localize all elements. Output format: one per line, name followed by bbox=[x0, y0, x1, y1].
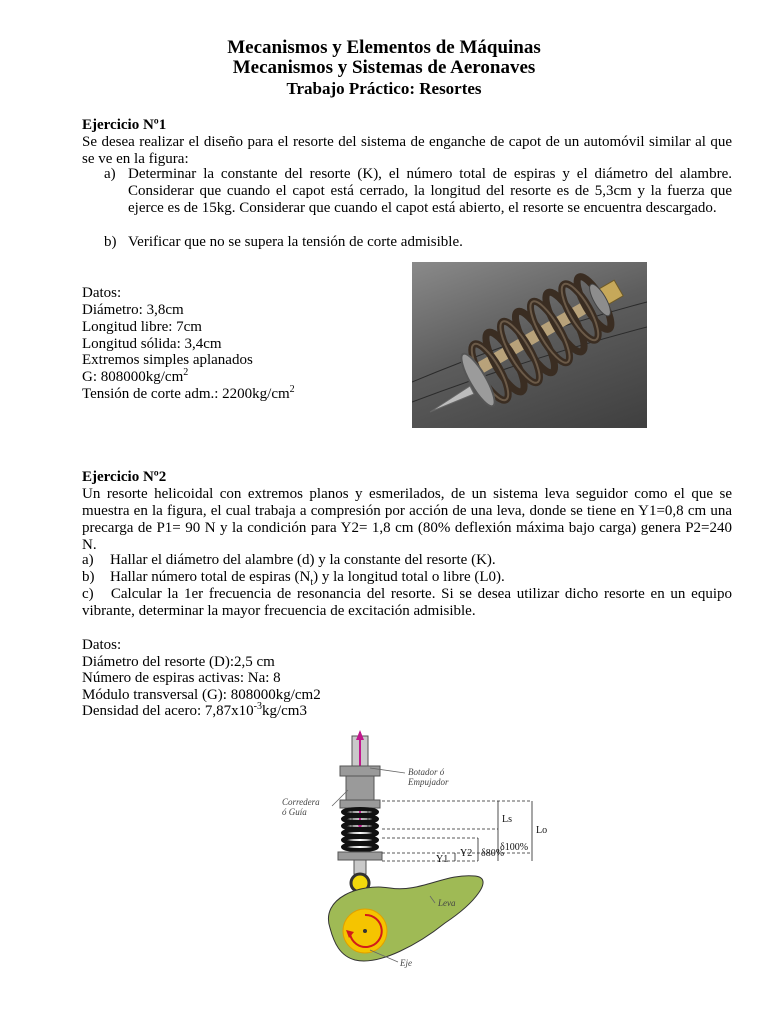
course-title: Mecanismos y Elementos de Máquinas bbox=[227, 37, 541, 58]
guide-top bbox=[340, 766, 380, 776]
label-ls: Ls bbox=[502, 814, 512, 825]
ex2-data-shear-modulus: Módulo transversal (G): 808000kg/cm2 bbox=[82, 687, 321, 703]
ex1-data-solid-length: Longitud sólida: 3,4cm bbox=[82, 336, 222, 352]
ex2-item-c bbox=[82, 586, 732, 620]
ex1-item-a bbox=[104, 166, 732, 217]
label-y2: Y2 bbox=[460, 848, 473, 859]
compression-spring bbox=[343, 809, 377, 850]
label-botador: Botador ó bbox=[408, 767, 445, 777]
label-s100: δ100% bbox=[500, 842, 529, 853]
label-guia: ó Guía bbox=[282, 807, 307, 817]
ex2-item-b bbox=[82, 569, 732, 586]
ex2-intro: Un resorte helicoidal con extremos planos y esmerilados, de un sistema leva seguidor como el que se muestra en la figura, el cual trabaja a compresión por acción de una leva, donde se tiene en Y1=0,8 cm una precarga de P1= 90 N y la condición para Y2= 1,8 cm (80% deflexión máxima bajo carga) genera P2=240 N. bbox=[82, 486, 732, 553]
ex2-a-text: Hallar el diámetro del alambre (d) y la constante del resorte (K). bbox=[110, 552, 496, 568]
ex2-data-density: Densidad del acero: $7,87x10^{-3}kg/cm3$ bbox=[82, 701, 307, 719]
ex1-a-text: Determinar la constante del resorte (K), el número total de espiras y el diámetro del alambre. Considerar que cuando el capot está cerrado, la longitud del resorte es de 5,3cm y la fuerza que ejerce es de 15kg. Considerar que cuando el capot está abierto, el resorte se encuentra descargado. bbox=[128, 166, 732, 216]
ex1-heading: Ejercicio Nº1 bbox=[82, 117, 167, 133]
ex1-data-shear: Tensión de corte adm.: $2200kg/cm^2$ bbox=[82, 384, 295, 402]
ex1-data-ends: Extremos simples aplanados bbox=[82, 352, 253, 368]
course-subtitle: Mecanismos y Sistemas de Aeronaves bbox=[232, 57, 536, 78]
ex2-c-label: c) bbox=[82, 586, 94, 602]
ex1-data-title: Datos: bbox=[82, 285, 122, 301]
spring-photo bbox=[412, 262, 647, 428]
ex1-intro: Se desea realizar el diseño para el resorte del sistema de enganche de capot de un automóvil similar al que se ve en la figura: bbox=[82, 134, 732, 167]
label-corredera: Corredera bbox=[282, 797, 320, 807]
ex1-data-free-length: Longitud libre: 7cm bbox=[82, 319, 202, 335]
ex2-data-title: Datos: bbox=[82, 637, 122, 653]
motion-arrowhead-up bbox=[356, 730, 364, 740]
ex1-a-label: a) bbox=[104, 166, 116, 182]
label-leva: Leva bbox=[438, 898, 456, 908]
guide-bottom bbox=[340, 800, 380, 808]
ex2-item-a bbox=[82, 552, 732, 569]
label-y1: Y1 bbox=[436, 854, 449, 865]
ex2-b-label: b) bbox=[82, 569, 95, 585]
ex2-data-active-coils: Número de espiras activas: Na: 8 bbox=[82, 670, 281, 686]
guide-body bbox=[346, 776, 374, 800]
ex2-a-label: a) bbox=[82, 552, 94, 568]
shaft-center bbox=[363, 929, 367, 933]
label-empujador: Empujador bbox=[408, 777, 449, 787]
assignment-title: Trabajo Práctico: Resortes bbox=[286, 79, 482, 98]
spring-seat bbox=[338, 852, 382, 860]
label-s80: δ80% bbox=[481, 848, 505, 859]
label-eje: Eje bbox=[400, 958, 412, 968]
cam-follower-diagram bbox=[270, 728, 570, 968]
ex1-item-b bbox=[104, 234, 732, 251]
ex1-data-diameter: Diámetro: 3,8cm bbox=[82, 302, 184, 318]
label-lo: Lo bbox=[536, 825, 548, 836]
ex1-b-label: b) bbox=[104, 234, 117, 250]
ex2-data-diameter: Diámetro del resorte (D):2,5 cm bbox=[82, 654, 275, 670]
ex1-data-g: G: $808000kg/cm^2$ bbox=[82, 367, 189, 385]
ex2-c-text: Calcular la 1er frecuencia de resonancia del resorte. Si se desea utilizar dicho resorte en un equipo vibrante, determinar la mayor frecuencia de excitación admisible. bbox=[82, 586, 732, 619]
follower-stem bbox=[354, 860, 366, 874]
ex2-b-text: Hallar número total de espiras $(N_t)$ y la longitud total o libre (L0). bbox=[110, 569, 505, 588]
hood-latch-spring-image bbox=[412, 262, 647, 428]
ex2-heading: Ejercicio Nº2 bbox=[82, 469, 167, 485]
ex1-b-text: Verificar que no se supera la tensión de corte admisible. bbox=[128, 234, 463, 250]
